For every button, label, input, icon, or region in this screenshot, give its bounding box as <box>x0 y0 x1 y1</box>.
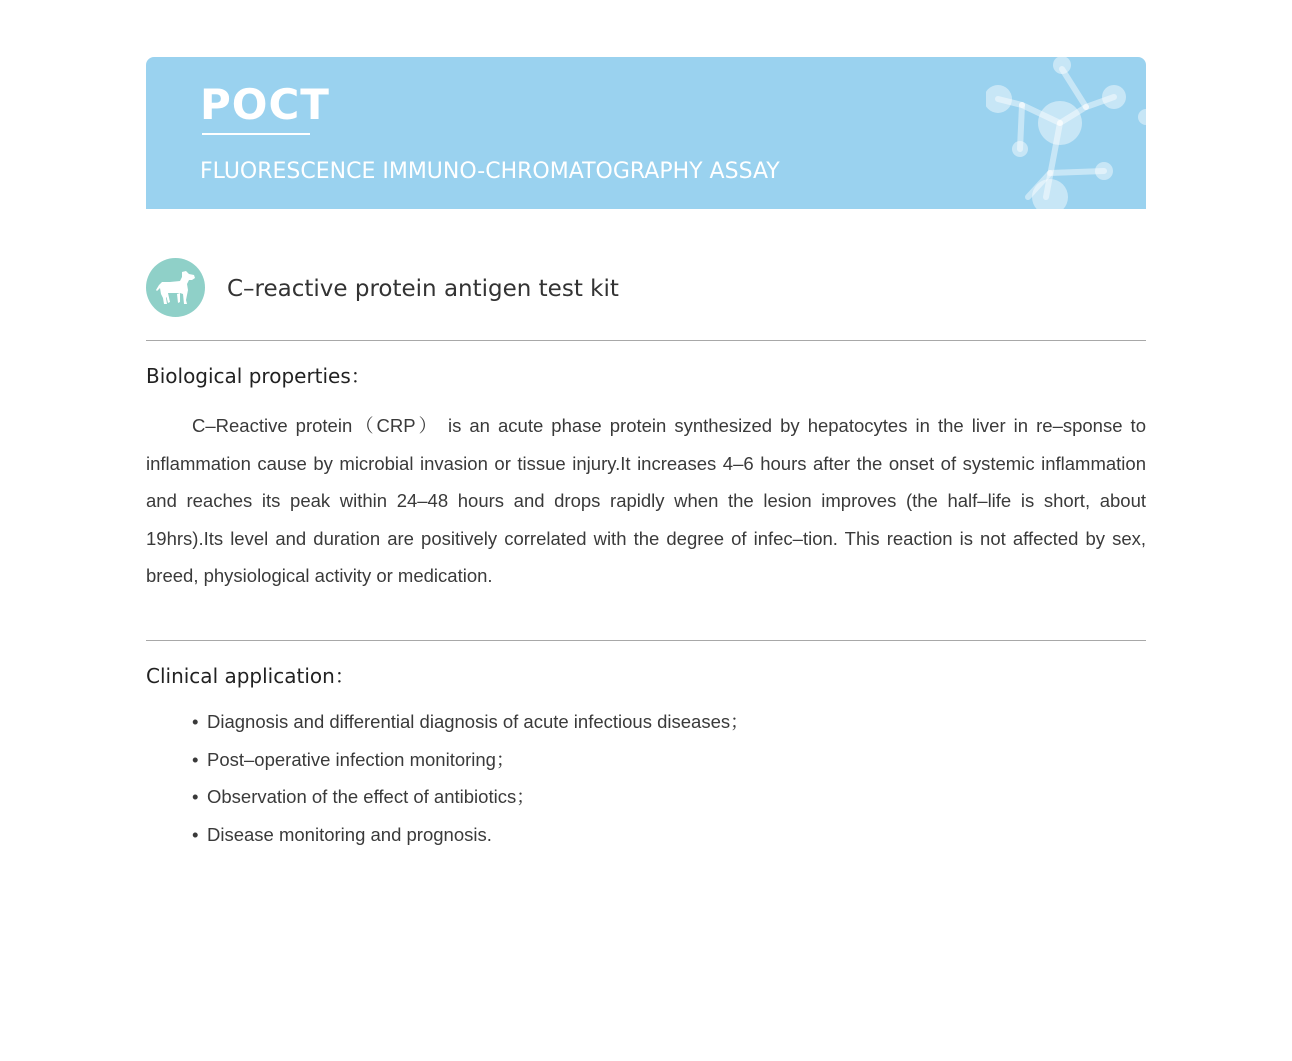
divider <box>146 640 1146 641</box>
dog-icon <box>146 258 205 317</box>
biological-properties-text: C–Reactive protein（CRP） is an acute phase protein synthesized by hepatocytes in the liver in re–sponse to inflammation cause by microbial invasion or tissue injury.It increases 4–6 hours after the onset of systemic inflammation and reaches its peak within 24–48 hours and drops rapidly when the lesion improves (the half–life is short, about 19hrs).Its level and duration are positively correlated with the degree of infec–tion. This reaction is not affected by sex, breed, physiological activity or medication. <box>146 415 1146 586</box>
clinical-application-list <box>192 703 749 853</box>
list-item <box>192 741 749 779</box>
bullet-icon: • <box>192 823 199 845</box>
banner-title: POCT <box>200 80 330 129</box>
list-item <box>192 703 749 741</box>
product-row <box>146 258 1146 318</box>
list-item-text: Disease monitoring and prognosis. <box>207 823 492 845</box>
bullet-icon: • <box>192 711 199 732</box>
biological-properties-heading: Biological properties： <box>146 364 371 388</box>
list-item-text: Observation of the effect of antibiotics； <box>207 786 535 807</box>
header-banner <box>146 57 1146 209</box>
bullet-icon: • <box>192 786 199 807</box>
bullet-icon: • <box>192 748 199 770</box>
product-name: C–reactive protein antigen test kit <box>227 276 619 302</box>
molecule-icon <box>986 57 1146 209</box>
banner-subtitle: FLUORESCENCE IMMUNO-CHROMATOGRAPHY ASSAY <box>200 159 780 184</box>
clinical-application-heading: Clinical application： <box>146 664 355 688</box>
divider <box>146 340 1146 341</box>
list-item <box>192 816 749 854</box>
list-item-text: Diagnosis and differential diagnosis of acute infectious diseases； <box>207 711 749 732</box>
list-item-text: Post–operative infection monitoring； <box>207 748 515 770</box>
list-item <box>192 778 749 816</box>
title-underline <box>202 133 310 135</box>
